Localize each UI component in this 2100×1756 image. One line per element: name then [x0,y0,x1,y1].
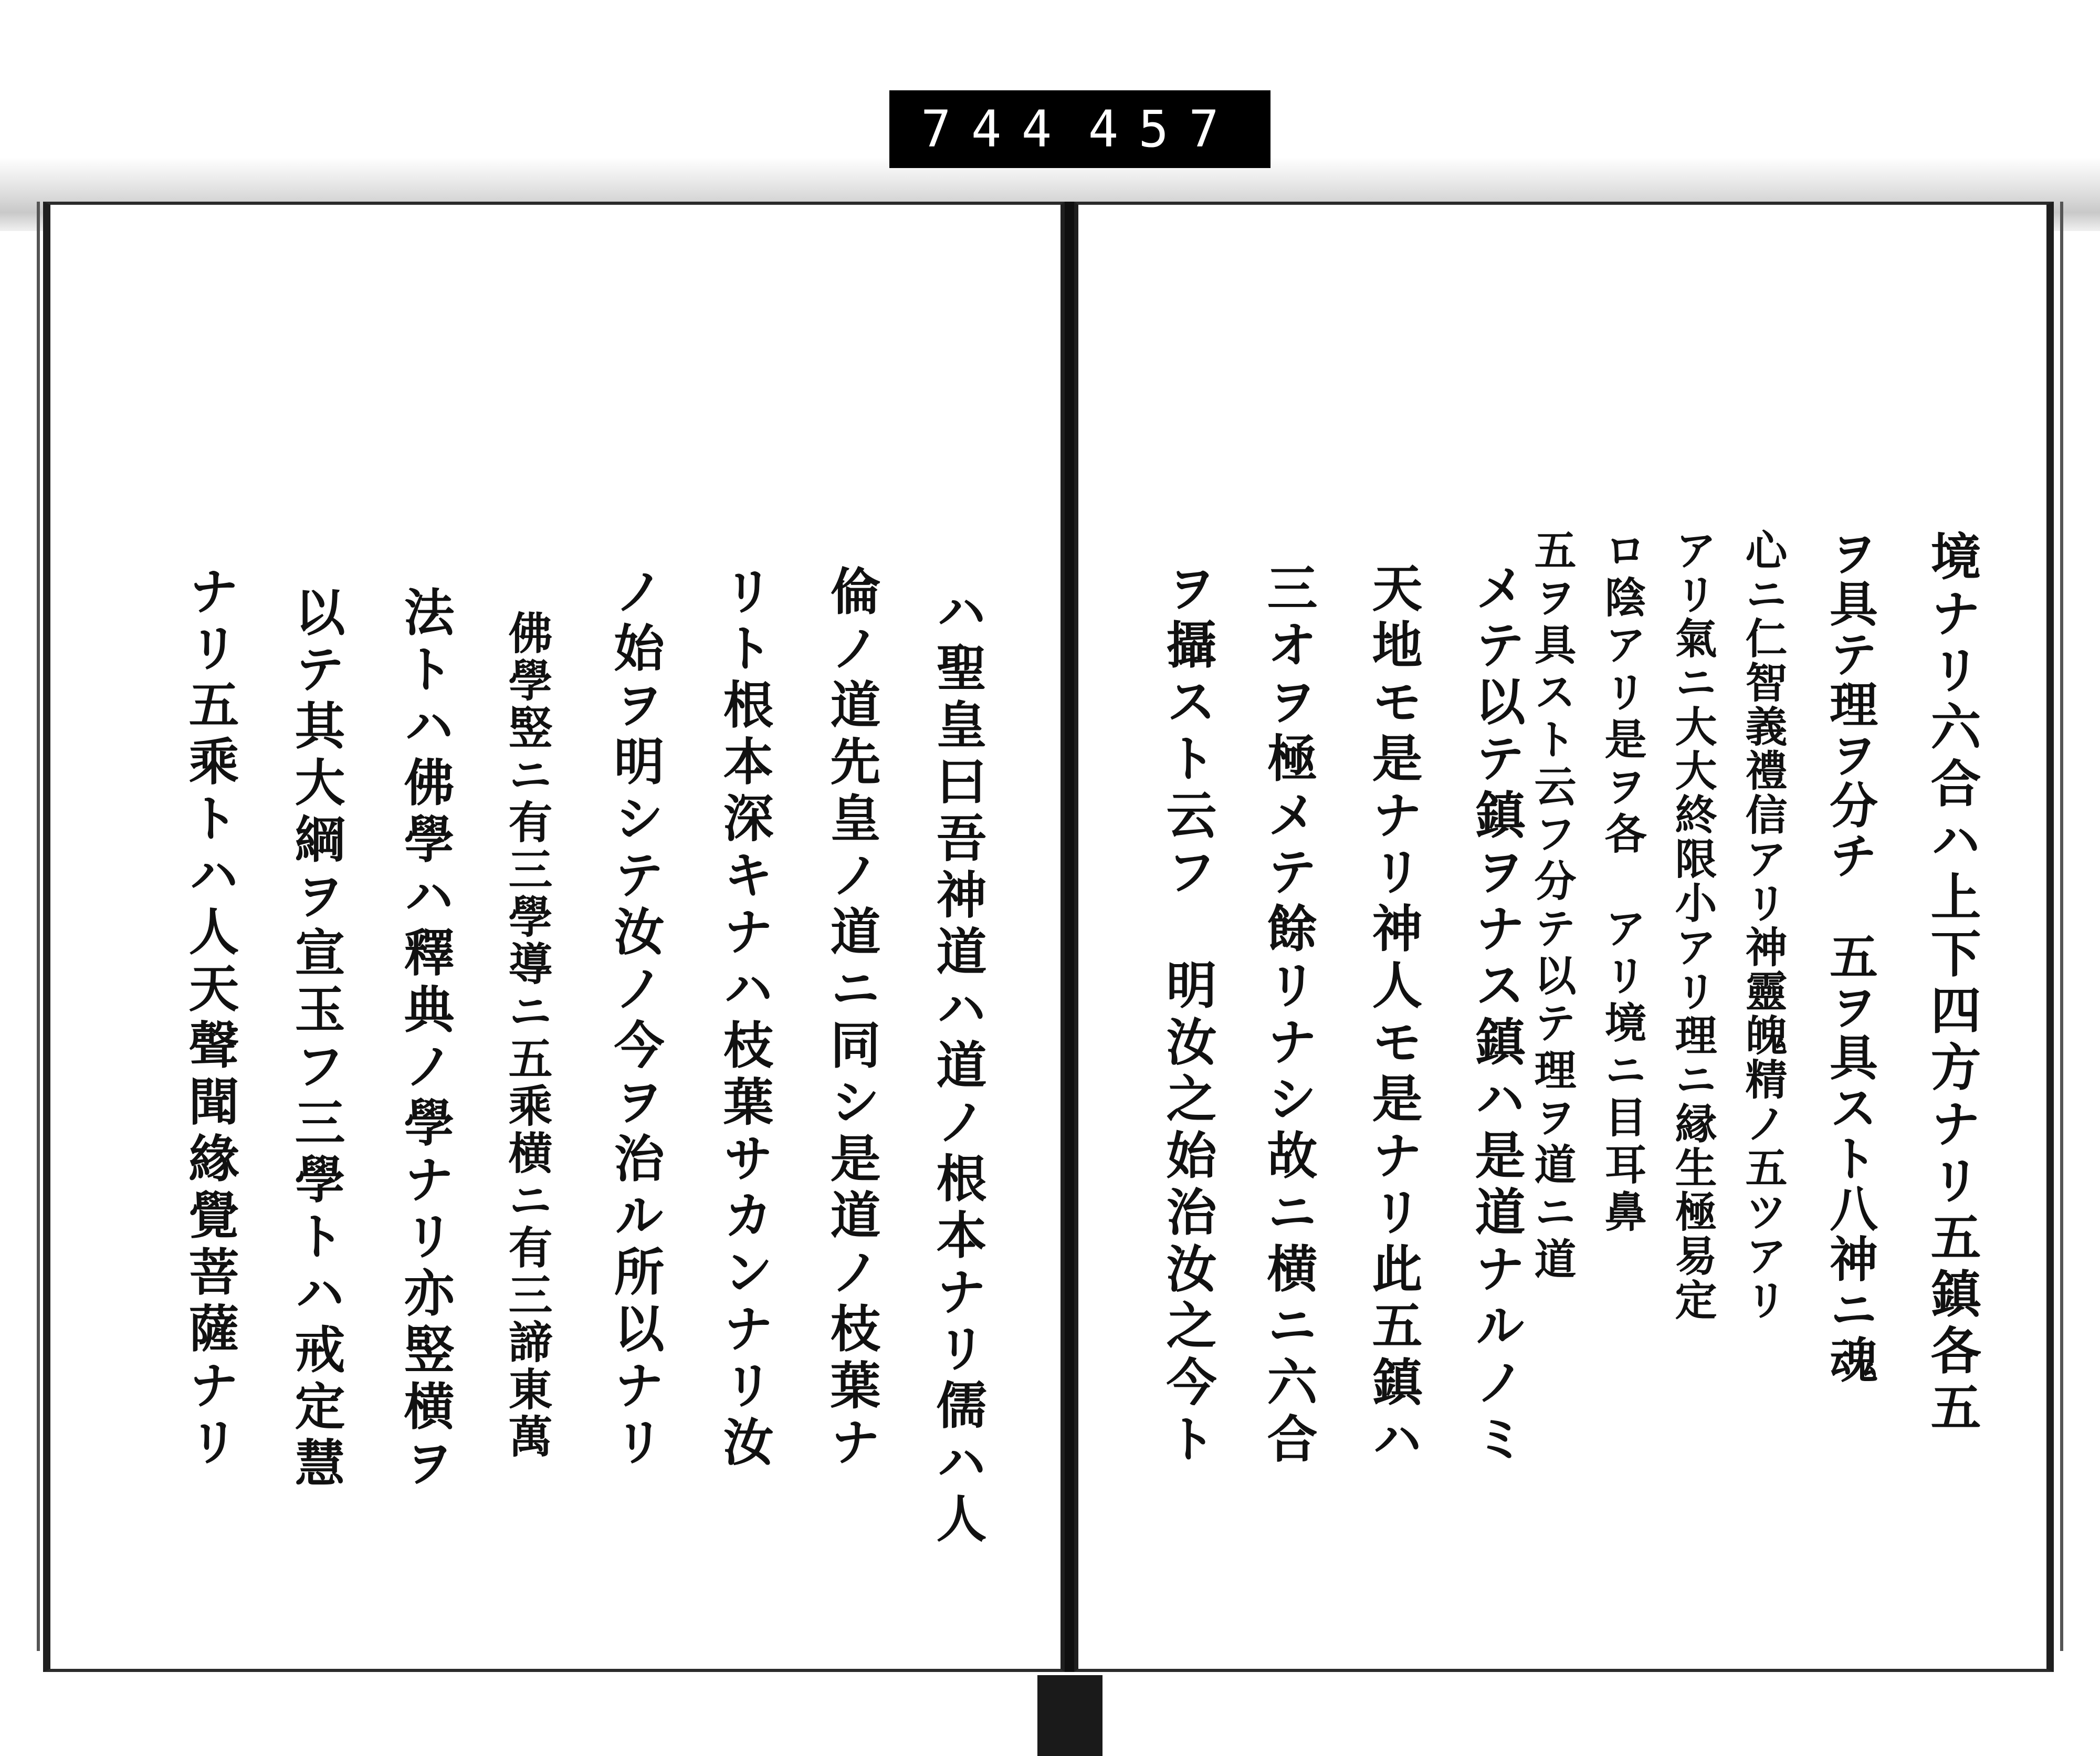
left-page-column: 佛學竪ニ有三學導ニ五乘横ニ有三諦東萬 [501,610,553,1461]
right-page-column: アリ氣ニ大大終限小アリ理ニ縁生極易定 [1668,528,1717,1322]
right-page-column: ヲ攝スト云フ 明汝之始治汝之今ト [1158,562,1217,1469]
catalog-number-left: 744 [921,100,1072,159]
right-page-column: メテ以テ鎮ヲナス鎮ハ是道ナルノミ [1467,562,1526,1469]
catalog-number-right: 457 [1088,100,1239,159]
left-page-column: 倫ノ道先皇ノ道ニ同シ是道ノ枝葉ナ [822,565,881,1472]
right-page-column: ロ陰アリ是ヲ各 アリ境ニ目耳鼻 [1598,528,1647,1237]
left-book-edge [37,202,40,1651]
left-page-column: ハ聖皇曰吾神道ハ道ノ根本ナリ儒ハ人 [928,585,988,1549]
binding-tab [1037,1675,1102,1756]
right-page-column: ヲ具テ理ヲ分チ 五ヲ具スト八神ニ魂 [1822,528,1878,1385]
binding-gutter [1065,202,1074,1672]
catalog-label [889,90,1270,168]
left-page-column: リト根本深キナハ枝葉サカンナリ汝 [715,565,774,1472]
left-page [43,202,1065,1672]
left-page-column: 以テ其大綱ヲ宣玉フ三學トハ戒定慧 [287,586,346,1493]
left-page-column: 法トハ佛學ハ釋典ノ學ナリ亦竪横ヲ [396,586,455,1493]
right-page-column: 五ヲ具スト云フ分テ以テ理ヲ道ニ道 [1527,528,1577,1284]
left-page-column: ノ始ヲ明シテ汝ノ今ヲ治ル所以ナリ [606,565,665,1472]
right-page-column: 心ニ仁智義禮信アリ神靈魄精ノ五ツアリ [1738,528,1788,1322]
right-page-column: 天地モ是ナリ神人モ是ナリ此五鎮ハ [1364,562,1423,1469]
right-page [1074,202,2054,1672]
right-page-column: 三オヲ極メテ餘リナシ故ニ横ニ六合 [1259,562,1318,1469]
right-book-edge [2060,202,2063,1651]
left-page-column: ナリ五乘トハ人天聲聞緣覺菩薩ナリ [181,565,240,1472]
right-page-column: 境ナリ六合ハ上下四方ナリ五鎮各五 [1923,530,1982,1438]
